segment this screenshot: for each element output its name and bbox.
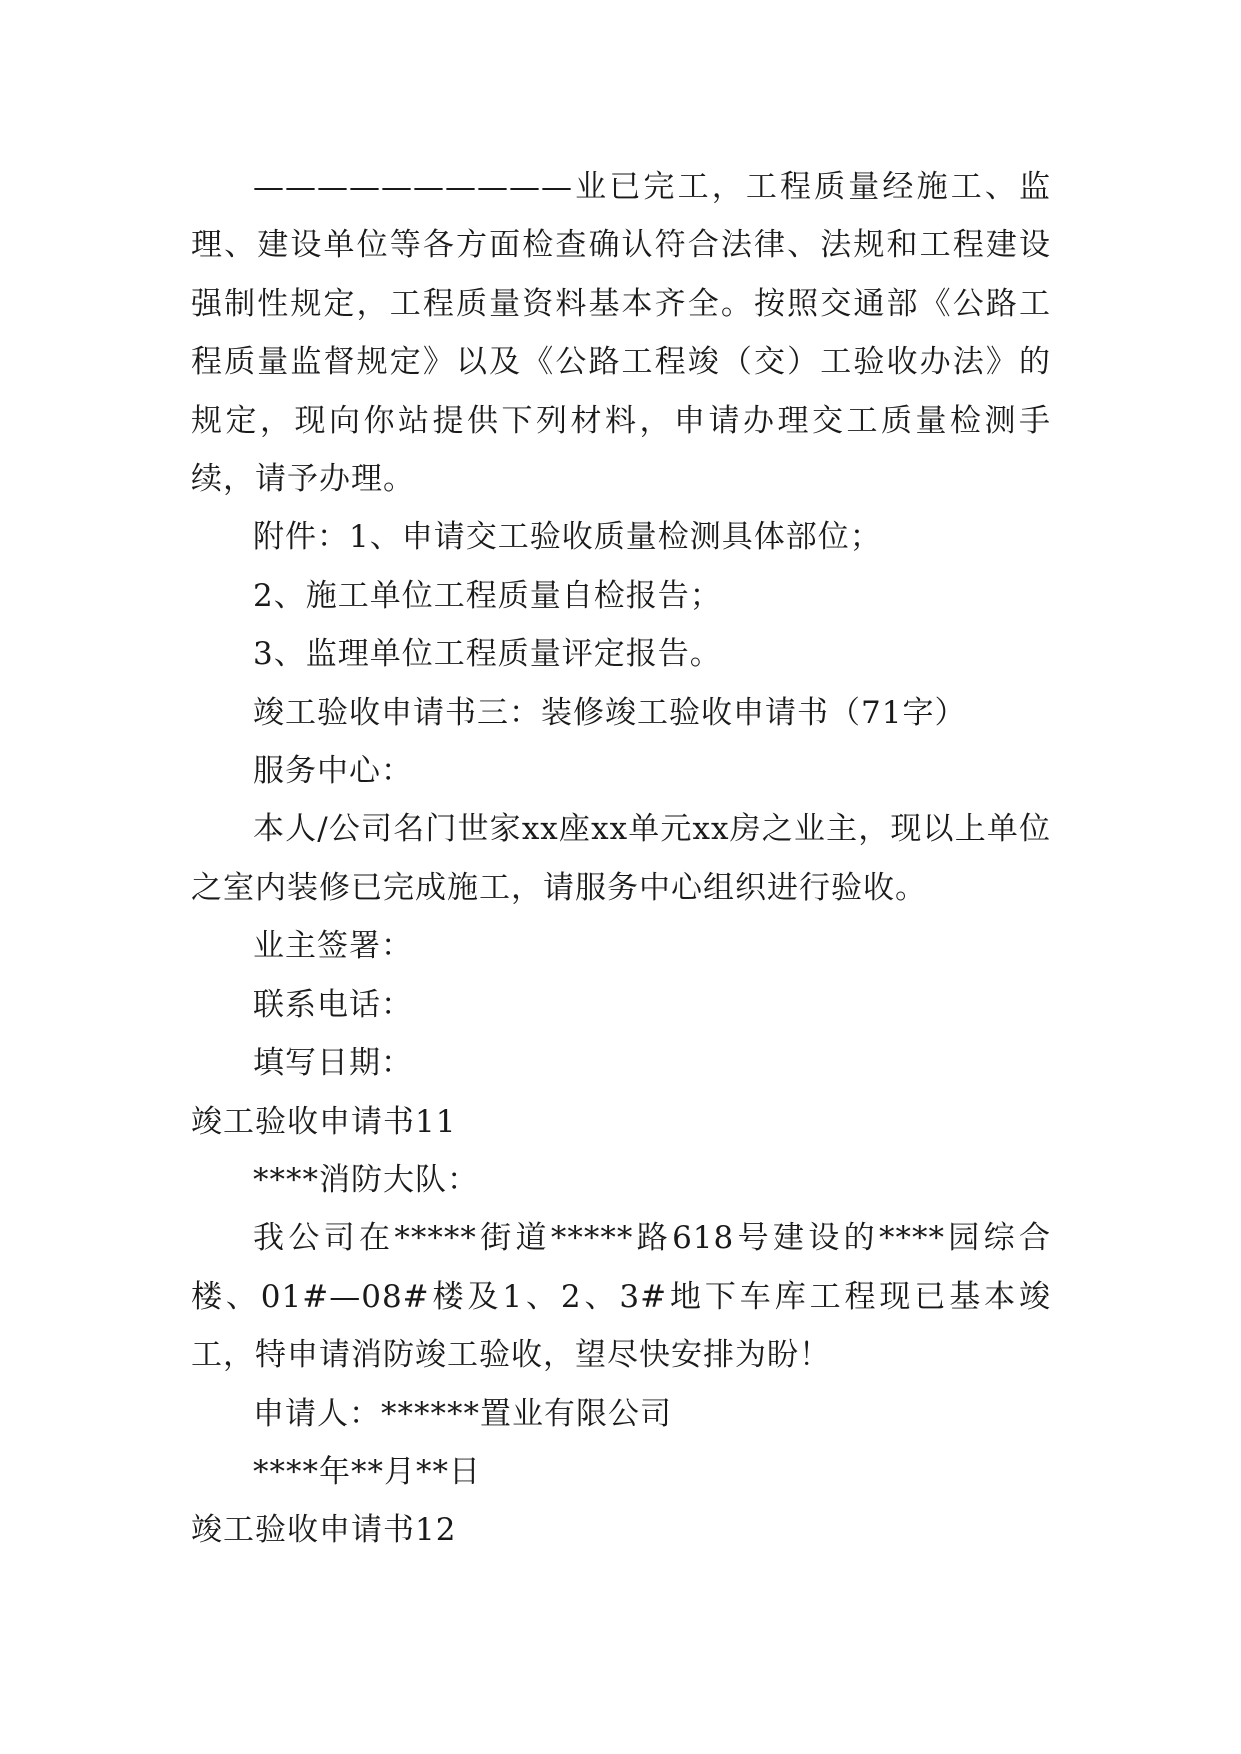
section-heading-12: 竣工验收申请书12: [191, 1512, 457, 1549]
addressee-service-center: 服务中心：: [253, 753, 413, 790]
paragraph-attachment-2: 2、施工单位工程质量自检报告；: [253, 577, 722, 614]
fill-date-field: 填写日期：: [253, 1045, 413, 1082]
paragraph-attachment-3: 3、监理单位工程质量评定报告。: [253, 636, 722, 673]
owner-signature-field: 业主签署：: [253, 928, 413, 965]
section-heading-11: 竣工验收申请书11: [191, 1103, 457, 1140]
paragraph-attachment-1: 附件：1、申请交工验收质量检测具体部位；: [253, 519, 882, 556]
section-heading-renovation: 竣工验收申请书三：装修竣工验收申请书（71字）: [253, 694, 967, 731]
paragraph-completion-statement: ——————————业已完工，工程质量经施工、监理、建设单位等各方面检查确认符合法律、法规和工程建设强制性规定，工程质量资料基本齐全。按照交通部《公路工程质量监督规定》以及《公路工程竣（交）工验收办法》的规定，现向你站提供下列材料，申请办理交工质量检测手续，请予办理。: [191, 169, 1051, 498]
date-line: ****年**月**日: [253, 1453, 481, 1490]
document-body: [191, 158, 1051, 1560]
paragraph-renovation-request: 本人/公司名门世家xx座xx单元xx房之业主，现以上单位之室内装修已完成施工，请服务中心组织进行验收。: [191, 811, 1051, 906]
applicant-line: 申请人：******置业有限公司: [253, 1395, 672, 1432]
contact-phone-field: 联系电话：: [253, 986, 413, 1023]
addressee-fire-brigade: ****消防大队：: [253, 1161, 479, 1198]
paragraph-fire-acceptance-request: 我公司在*****街道*****路618号建设的****园综合楼、01#—08#楼及1、2、3#地下车库工程现已基本竣工，特申请消防竣工验收，望尽快安排为盼！: [191, 1220, 1051, 1374]
